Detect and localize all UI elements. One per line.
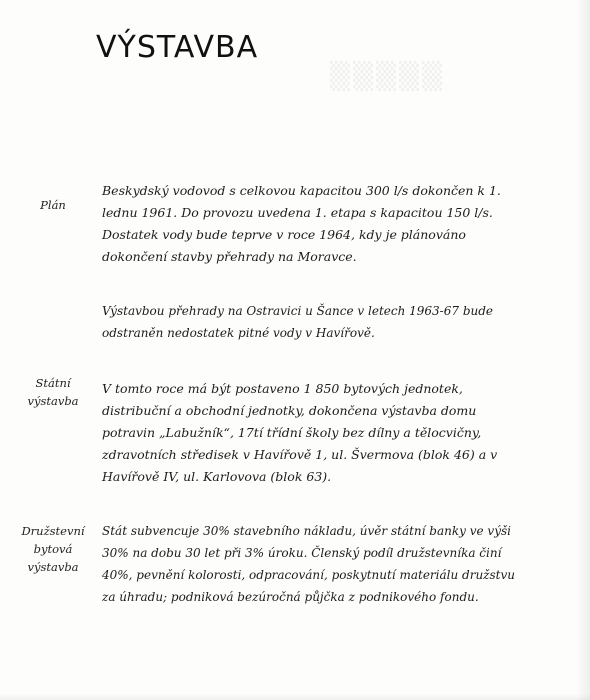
bleed-through-mark: ▒▒▒▒▒ xyxy=(330,62,445,92)
margin-label-plan: Plán xyxy=(40,198,66,212)
page-bottom-edge xyxy=(0,694,590,700)
page-edge-shadow xyxy=(576,0,590,700)
state-construction-paragraph: V tomto roce má být postaveno 1 850 bytových jednotek, distribuční a obchodní jednotky, dokončena výstavba domu potravin „Labužník“, 17tí třídní školy bez dílny a tělocvičny, zdravotních středisek v Havířově 1, ul. Švermova (blok 46) a v Havířově IV, ul. Karlovova (blok 63). xyxy=(102,381,498,484)
margin-label-state-construction: Státní výstavba xyxy=(27,376,79,408)
page-title: VÝSTAVBA xyxy=(96,30,259,65)
plan-paragraph-2: Výstavbou přehrady na Ostravici u Šance v letech 1963-67 bude odstraněn nedostatek pitné vody v Havířově. xyxy=(102,304,494,340)
margin-label-cooperative-housing: Družstevní bytová výstavba xyxy=(21,524,85,574)
cooperative-housing-paragraph: Stát subvencuje 30% stavebního nákladu, úvěr státní banky ve výši 30% na dobu 30 let při 3% úroku. Členský podíl družstevníka činí 40%, pevnění kolorosti, odpracování, poskytnutí materiálu družstvu za úhradu; podniková bezúročná půjčka z podnikového fondu. xyxy=(102,524,515,604)
plan-paragraph-1: Beskydský vodovod s celkovou kapacitou 300 l/s dokončen k 1. lednu 1961. Do provozu uvedena 1. etapa s kapacitou 150 l/s. Dostatek vody bude teprve v roce 1964, kdy je plánováno dokončení stavby přehrady na Moravce. xyxy=(102,183,501,264)
